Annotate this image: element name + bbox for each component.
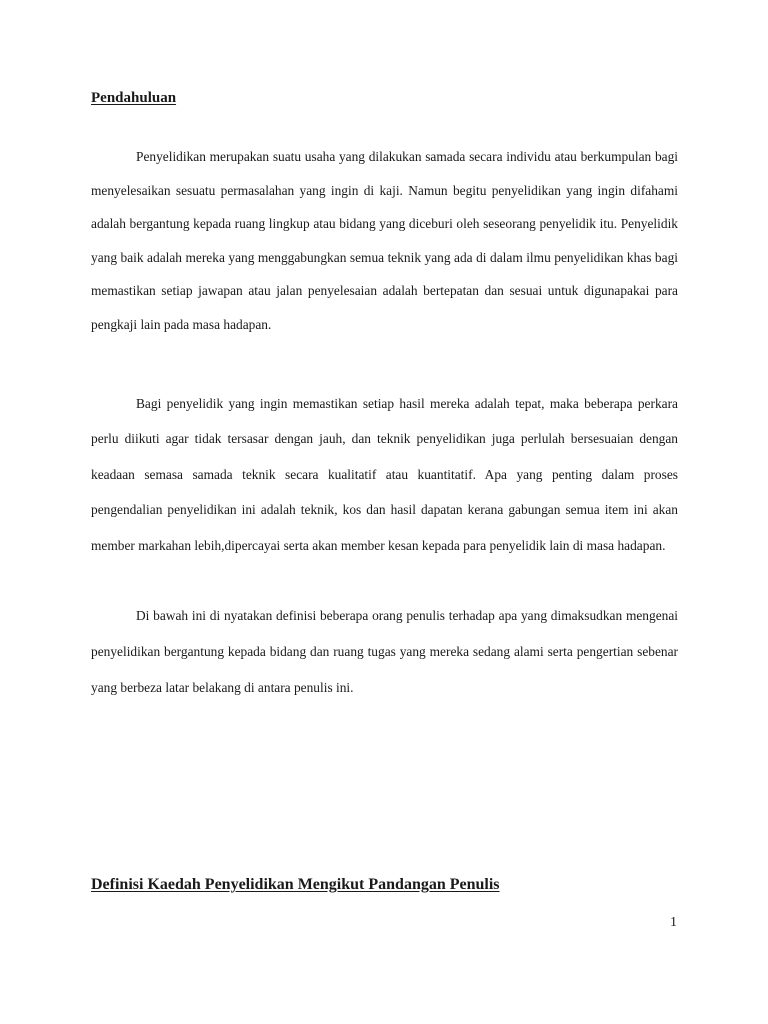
page-number: 1 (670, 915, 677, 930)
section-heading-definitions: Definisi Kaedah Penyelidikan Mengikut Pandangan Penulis (91, 876, 500, 893)
paragraph-1: Penyelidikan merupakan suatu usaha yang dilakukan samada secara individu atau berkumpulan bagi menyelesaikan sesuatu permasalahan yang ingin di kaji. Namun begitu penyelidikan yang ingin difahami adalah bergantung kepada ruang lingkup atau bidang yang diceburi oleh seseorang penyelidik itu. Penyelidik yang baik adalah mereka yang menggabungkan semua teknik yang ada di dalam ilmu penyelidikan khas bagi memastikan setiap jawapan atau jalan penyelesaian adalah bertepatan dan sesuai untuk digunapakai para pengkaji lain pada masa hadapan. (91, 149, 678, 332)
section-heading-intro: Pendahuluan (91, 90, 177, 106)
paragraph-3: Di bawah ini di nyatakan definisi beberapa orang penulis terhadap apa yang dimaksudkan mengenai penyelidikan bergantung kepada bidang dan ruang tugas yang mereka sedang alami serta pengertian sebenar yang berbeza latar belakang di antara penulis ini. (91, 608, 678, 695)
paragraph-2: Bagi penyelidik yang ingin memastikan setiap hasil mereka adalah tepat, maka beberapa perkara perlu diikuti agar tidak tersasar dengan jauh, dan teknik penyelidikan juga perlulah bersesuaian dengan keadaan semasa samada teknik secara kualitatif atau kuantitatif. Apa yang penting dalam proses pengendalian penyelidikan ini adalah teknik, kos dan hasil dapatan kerana gabungan semua item ini akan member markahan lebih,dipercayai serta akan member kesan kepada para penyelidik lain di masa hadapan. (91, 396, 678, 553)
